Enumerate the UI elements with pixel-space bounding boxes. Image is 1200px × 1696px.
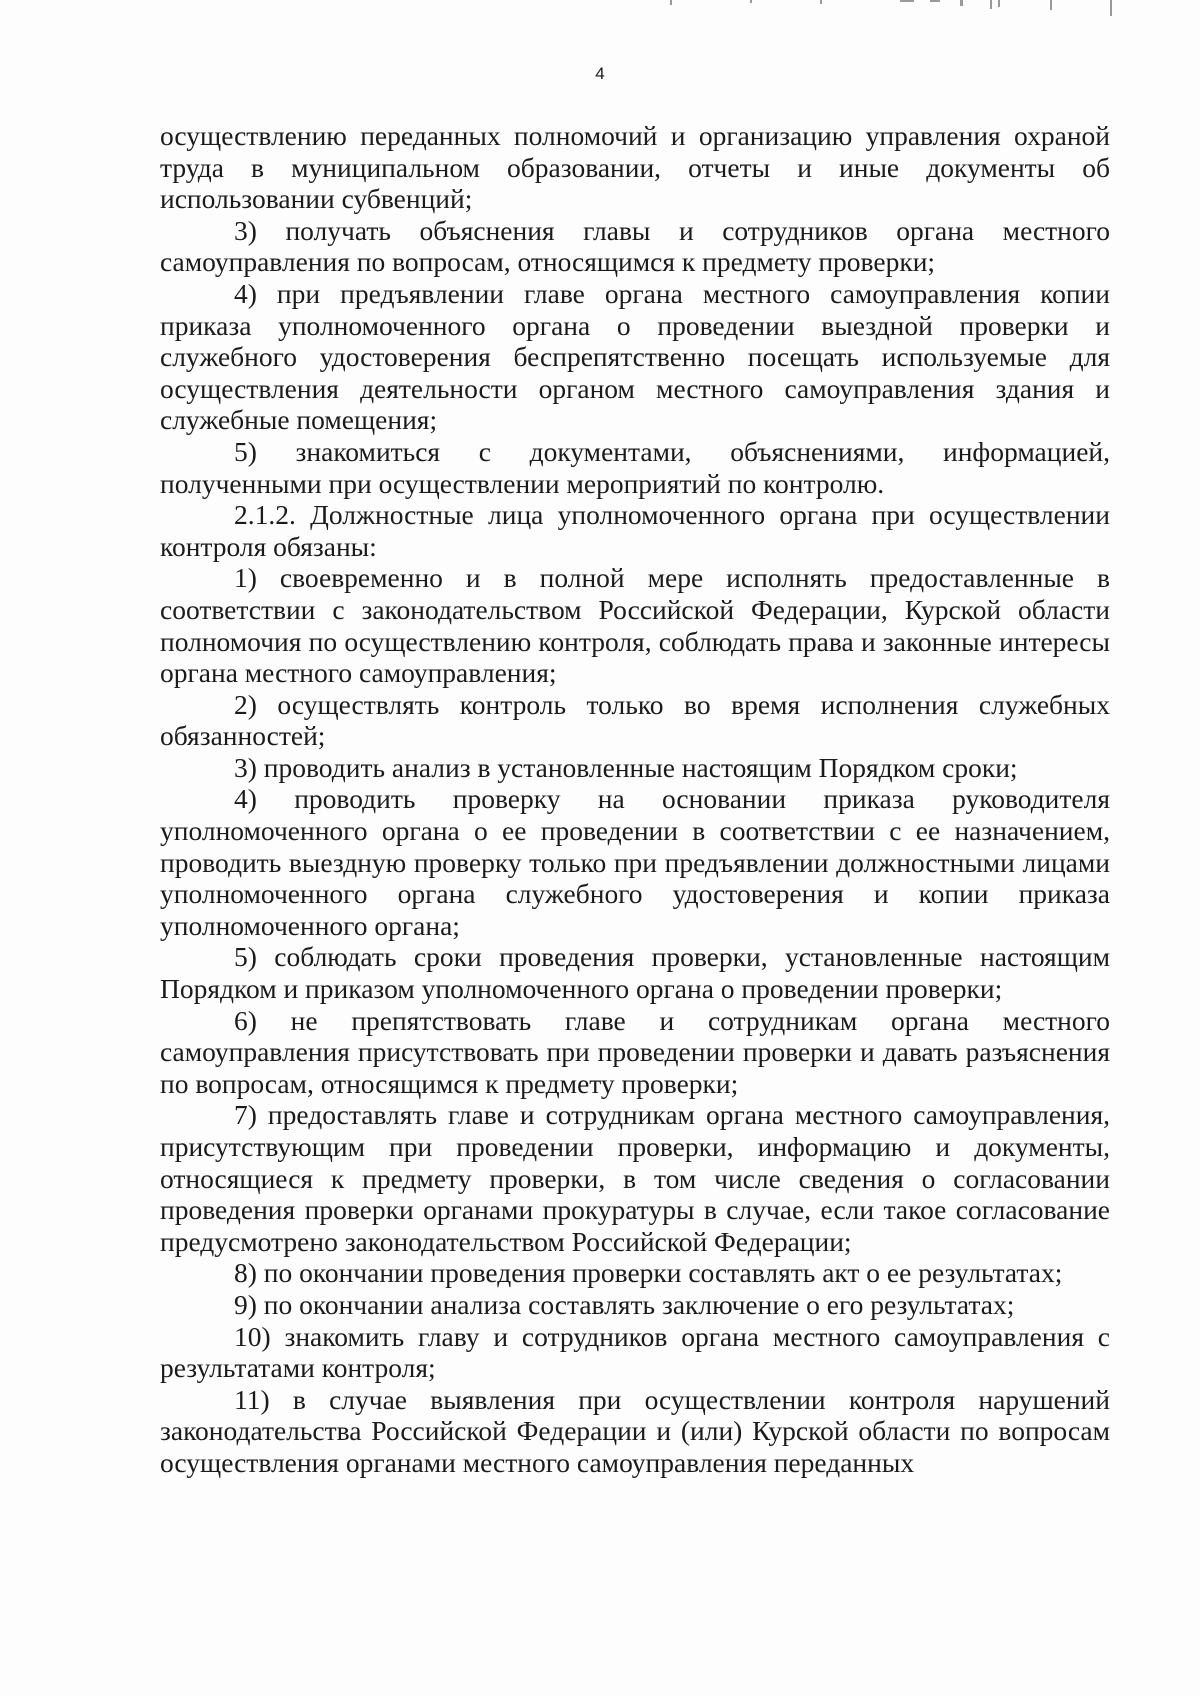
document-body bbox=[160, 120, 1110, 1479]
paragraph-duty-6: 6) не препятствовать главе и сотрудникам органа местного самоуправления присутствовать при проведении проверки и давать разъяснения по вопросам, относящимся к предмету проверки; bbox=[160, 1004, 1110, 1099]
scan-artifact-marks bbox=[670, 0, 1130, 16]
paragraph-duty-7: 7) предоставлять главе и сотрудникам органа местного самоуправления, присутствующим при проведении проверки, информацию и документы, относящиеся к предмету проверки, в том числе сведения о согласовании проведения проверки органами прокуратуры в случае, если такое согласование предусмотрено законодательством Российской Федерации; bbox=[160, 1099, 1110, 1257]
paragraph-duty-5: 5) соблюдать сроки проведения проверки, установленные настоящим Порядком и приказом уполномоченного органа о проведении проверки; bbox=[160, 941, 1110, 1005]
paragraph-duty-4: 4) проводить проверку на основании приказа руководителя уполномоченного органа о ее проведении в соответствии с ее назначением, проводить выездную проверку только при предъявлении должностными лицами уполномоченного органа служебного удостоверения и копии приказа уполномоченного органа; bbox=[160, 783, 1110, 941]
paragraph-continuation: осуществлению переданных полномочий и организацию управления охраной труда в муниципальном образовании, отчеты и иные документы об использовании субвенций; bbox=[160, 120, 1110, 215]
paragraph-duty-9: 9) по окончании анализа составлять заключение о его результатах; bbox=[234, 1288, 1015, 1320]
paragraph-duty-11: 11) в случае выявления при осуществлении контроля нарушений законодательства Российской Федерации и (или) Курской области по вопросам осуществления органами местного самоуправления переданных bbox=[160, 1383, 1110, 1478]
paragraph-item-4-premises-access: 4) при предъявлении главе органа местного самоуправления копии приказа уполномоченного органа о проведении выездной проверки и служебного удостоверения беспрепятственно посещать используемые для осуществления деятельности органом местного самоуправления здания и служебные помещения; bbox=[160, 277, 1110, 436]
paragraph-duty-1: 1) своевременно и в полной мере исполнять предоставленные в соответствии с законодательством Российской Федерации, Курской области полномочия по осуществлению контроля, соблюдать права и законные интересы органа местного самоуправления; bbox=[160, 562, 1110, 689]
paragraph-item-3-explanations: 3) получать объяснения главы и сотрудников органа местного самоуправления по вопросам, относящимся к предмету проверки; bbox=[160, 214, 1110, 278]
paragraph-duty-3: 3) проводить анализ в установленные настоящим Порядком сроки; bbox=[234, 751, 1018, 783]
paragraph-duty-2: 2) осуществлять контроль только во время исполнения служебных обязанностей; bbox=[160, 688, 1110, 752]
paragraph-item-5-documents: 5) знакомиться с документами, объяснениями, информацией, полученными при осуществлении мероприятий по контролю. bbox=[160, 435, 1110, 499]
paragraph-section-2-1-2: 2.1.2. Должностные лица уполномоченного органа при осуществлении контроля обязаны: bbox=[160, 499, 1110, 562]
page-number: 4 bbox=[595, 64, 605, 83]
paragraph-duty-8: 8) по окончании проведения проверки составлять акт о ее результатах; bbox=[234, 1257, 1063, 1289]
paragraph-duty-10: 10) знакомить главу и сотрудников органа местного самоуправления с результатами контроля; bbox=[160, 1320, 1110, 1384]
